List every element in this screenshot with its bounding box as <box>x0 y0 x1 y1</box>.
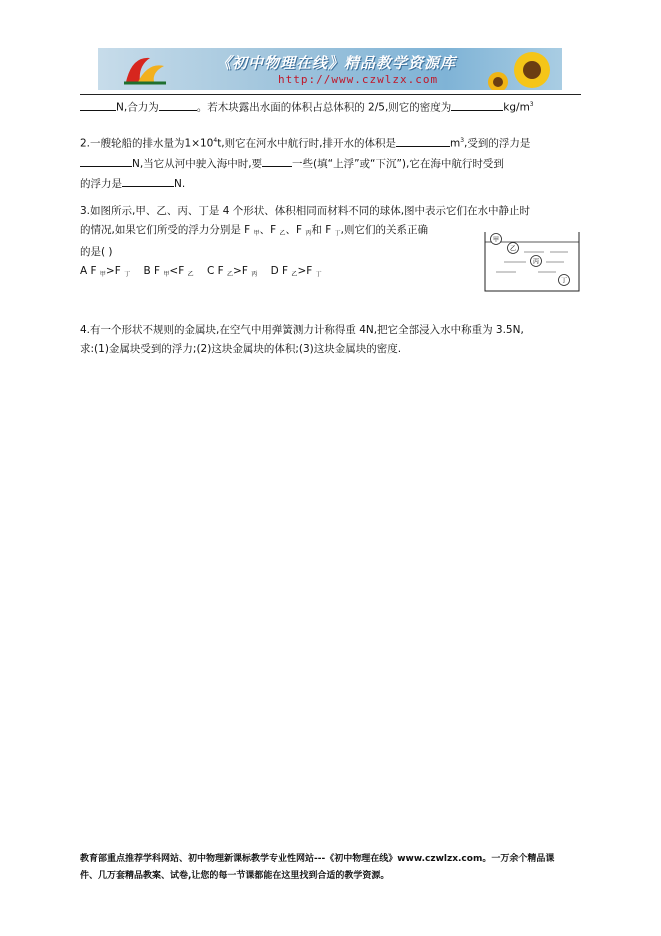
sunflower-icon <box>482 48 562 90</box>
q3-sub: 丙 <box>305 230 312 237</box>
answer-blank[interactable] <box>451 98 503 111</box>
question-1 <box>80 95 580 118</box>
option-b[interactable]: B F $_甲$<F $_乙$ <box>143 265 194 278</box>
q2-line-3 <box>80 174 580 194</box>
question-4 <box>80 321 580 359</box>
q1-unit: kg/m <box>503 101 530 114</box>
q2-text: N,当它从河中驶入海中时,要 <box>132 157 263 170</box>
q2-text: ,受到的浮力是 <box>464 137 531 150</box>
q1-unit-exp: 3 <box>529 101 534 108</box>
q3-sub: 丁 <box>334 230 341 237</box>
q3-text: 、F <box>259 224 280 236</box>
q2-text: 2.一艘轮船的排水量为1×10 <box>80 137 214 150</box>
ball-jia <box>491 234 502 245</box>
q4-line-2: 求:(1)金属块受到的浮力;(2)这块金属块的体积;(3)这块金属块的密度. <box>80 343 402 355</box>
q3-line-1: 3.如图所示,甲、乙、丙、丁是 4 个形状、体积相同而材料不同的球体,图中表示它们在水中静止时 <box>80 205 531 217</box>
q3-line-3: 的是( ) <box>80 246 113 258</box>
answer-blank[interactable] <box>396 134 450 147</box>
answer-blank[interactable] <box>80 154 132 167</box>
q3-text: 和 F <box>311 224 335 236</box>
ball-ding <box>559 275 570 286</box>
q2-unit: m <box>449 137 461 150</box>
option-c[interactable]: C F $_乙$>F $_丙$ <box>206 265 258 278</box>
q2-text: t,则它在河水中航行时,排开水的体积是 <box>217 137 396 150</box>
answer-blank[interactable] <box>80 98 116 111</box>
q4-line-1: 4.有一个形状不规则的金属块,在空气中用弹簧测力计称得重 4N,把它全部浸入水中称重为 3.5N, <box>80 324 524 336</box>
q3-text: ,则它们的关系正确 <box>340 224 428 236</box>
q1-text-b: 。若木块露出水面的体积占总体积的 2/5,则它的密度为 <box>196 101 452 114</box>
q2-text: 的浮力是 <box>80 177 122 190</box>
answer-blank[interactable] <box>122 174 174 187</box>
ball-label: 丁 <box>560 277 568 285</box>
buoyancy-figure <box>484 232 580 292</box>
site-logo-icon <box>120 52 170 86</box>
q2-text: 一些(填“上浮”或“下沉”),它在海中航行时受到 <box>292 157 504 170</box>
header-banner <box>98 48 562 90</box>
q2-line-1 <box>80 131 580 154</box>
ball-yi <box>508 243 519 254</box>
banner-url[interactable]: http://www.czwlzx.com <box>278 73 439 86</box>
option-a[interactable]: A F $_甲$>F $_丁$ <box>80 265 131 278</box>
footer-line-1: 教育部重点推荐学科网站、初中物理新课标教学专业性网站---《初中物理在线》www.czwlzx.com。一万余个精品课 <box>80 854 555 864</box>
q2-unit: N. <box>174 177 186 190</box>
answer-blank[interactable] <box>262 154 292 167</box>
ball-label: 丙 <box>532 258 540 266</box>
q3-text: 的情况,如果它们所受的浮力分别是 F <box>80 224 254 236</box>
q3-text: 、F <box>285 224 306 236</box>
ball-label: 乙 <box>509 245 517 253</box>
q2-unit-exp: 3 <box>460 137 465 144</box>
footer-line-2: 件、几万套精品教案、试卷,让您的每一节课都能在这里找到合适的教学资源。 <box>80 871 390 881</box>
page-footer <box>80 851 585 885</box>
ball-bing <box>531 256 542 267</box>
ball-label: 甲 <box>492 236 500 244</box>
answer-blank[interactable] <box>159 98 197 111</box>
q3-sub: 乙 <box>279 230 286 237</box>
q2-exp: 4 <box>213 137 218 144</box>
banner-title: 《初中物理在线》精品教学资源库 <box>216 54 457 72</box>
q1-text-a: N,合力为 <box>116 101 159 114</box>
q2-line-2 <box>80 154 580 174</box>
option-d[interactable]: D F $_乙$>F $_丁$ <box>270 265 322 278</box>
q3-sub: 甲 <box>253 230 260 237</box>
question-2 <box>80 131 580 194</box>
